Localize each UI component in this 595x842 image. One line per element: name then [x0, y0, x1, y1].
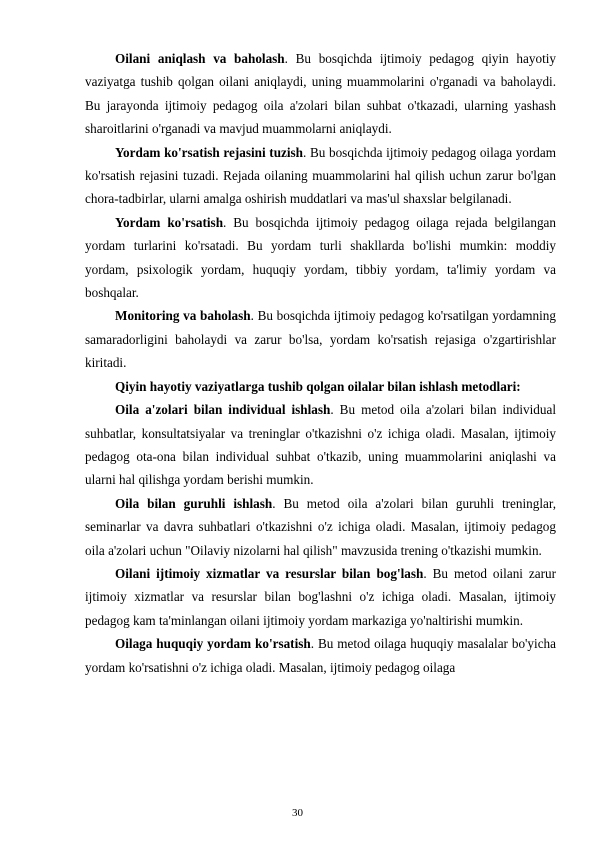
- method-text: . Bu metod oilani zarur ijtimoiy xizmatlar va resurslar bilan bog'lashni o'z ichiga oladi. Masalan, ijtimoiy pedagog kam ta'minlangan oilani ijtimoiy yordam markaziga yo'naltirishi mumkin.: [85, 565, 557, 628]
- paragraph-monitoring: [85, 304, 556, 374]
- paragraph-term: Monitoring va baholash: [115, 308, 251, 324]
- paragraph-text: . Bu bosqichda ijtimoiy pedagog ko'rsatilgan yordamning samaradorligini baholaydi va zarur bo'lsa, yordam ko'rsatish rejasiga o'zgartirishlar kiritadi.: [85, 308, 556, 371]
- paragraph-term: Yordam ko'rsatish: [115, 214, 224, 230]
- document-page: [85, 47, 556, 679]
- paragraph-assessment: [85, 47, 556, 141]
- method-term: Oila bilan guruhli ishlash: [115, 495, 273, 511]
- method-individual: [85, 398, 556, 492]
- method-term: Oilaga huquqiy yordam ko'rsatish: [115, 636, 311, 652]
- method-term: Oila a'zolari bilan individual ishlash: [115, 402, 331, 418]
- paragraph-text: . Bu bosqichda ijtimoiy pedagog oilaga rejada belgilangan yordam turlarini ko'rsatadi. Bu yordam turli shakllarda bo'lishi mumkin: moddiy yordam, psixologik yordam, huquqiy yordam, tibbiy yordam, ta'limiy yordam va boshqalar.: [85, 214, 556, 301]
- method-legal: [85, 632, 556, 679]
- method-resources: [85, 562, 556, 632]
- paragraph-assistance: [85, 211, 556, 305]
- section-heading: Qiyin hayotiy vaziyatlarga tushib qolgan oilalar bilan ishlash metodlari:: [115, 378, 521, 394]
- method-text: . Bu metod oila a'zolari bilan individual suhbatlar, konsultatsiyalar va treninglar o'tkazishni o'z ichiga oladi. Masalan, ijtimoiy pedagog ota-ona bilan individual suhbat o'tkazib, uning muammolarini aniqlashi va ularni hal qilishga yordam berishi mumkin.: [85, 402, 556, 488]
- method-term: Oilani ijtimoiy xizmatlar va resurslar bilan bog'lash: [115, 565, 424, 581]
- paragraph-planning: [85, 141, 556, 211]
- paragraph-term: Yordam ko'rsatish rejasini tuzish: [115, 144, 304, 160]
- method-text: . Bu metod oila a'zolari bilan guruhli treninglar, seminarlar va davra suhbatlari o'tkazishni o'z ichiga oladi. Masalan, ijtimoiy pedagog oila a'zolari uchun "Oilaviy nizolarni hal qilish" mavzusida trening o'tkazishi mumkin.: [85, 495, 556, 558]
- paragraph-text: . Bu bosqichda ijtimoiy pedagog qiyin hayotiy vaziyatga tushib qolgan oilani aniqlaydi, uning muammolarini o'rganadi va baholaydi. Bu jarayonda ijtimoiy pedagog oila a'zolari bilan suhbat o'tkazadi, ularning yashash sharoitlarini o'rganadi va mavjud muammolarni aniqlaydi.: [85, 51, 556, 137]
- page-number: 30: [292, 807, 303, 819]
- method-group: [85, 492, 556, 562]
- method-text: . Bu metod oilaga huquqiy masalalar bo'yicha yordam ko'rsatishni o'z ichiga oladi. Masalan, ijtimoiy pedagog oilaga: [85, 636, 556, 675]
- paragraph-term: Oilani aniqlash va baholash: [115, 51, 285, 66]
- paragraph-text: . Bu bosqichda ijtimoiy pedagog oilaga yordam ko'rsatish rejasini tuzadi. Rejada oilaning muammolarini hal qilish uchun zarur bo'lgan chora-tadbirlar, ularni amalga oshirish muddatlari va mas'ul shaxslar belgilanadi.: [85, 144, 556, 207]
